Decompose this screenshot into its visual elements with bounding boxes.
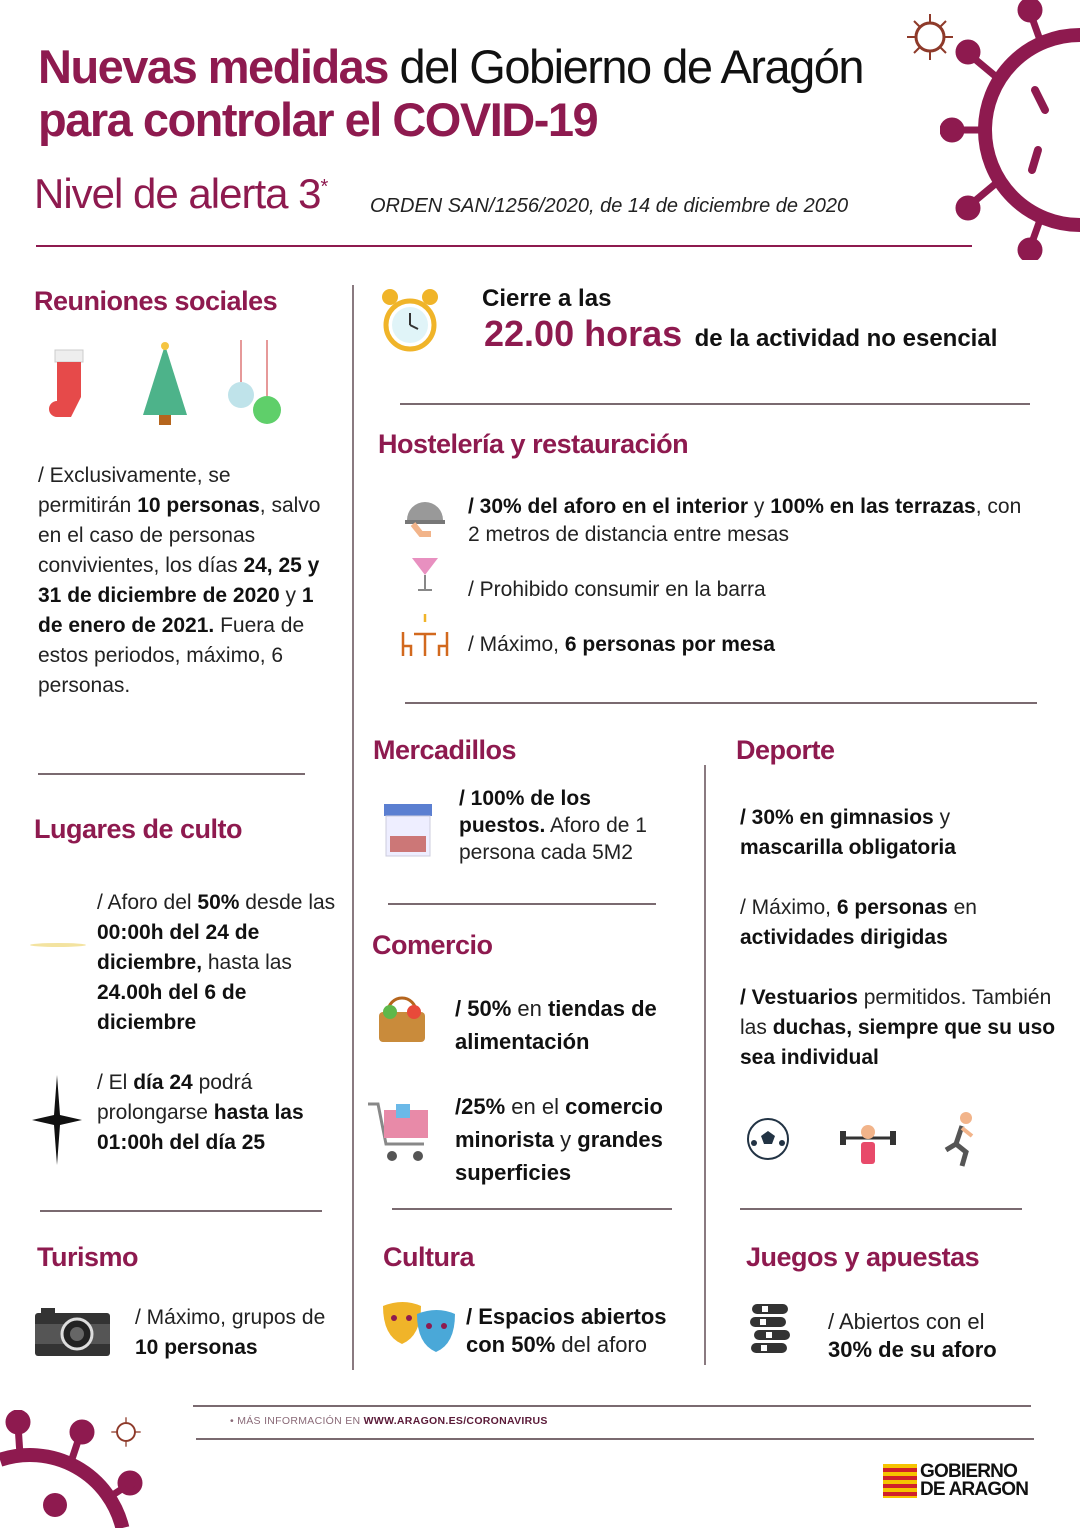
section-title-mercadillos: Mercadillos xyxy=(373,735,517,765)
grocery-basket-icon xyxy=(376,990,428,1046)
text-segment: / Espacios abiertos con 50% xyxy=(466,1304,667,1357)
text-segment: / Vestuarios xyxy=(740,986,858,1009)
closing-line1: Cierre a las xyxy=(482,285,612,312)
text-segment: y xyxy=(748,495,771,518)
text-segment: podrá prolongarse xyxy=(97,1071,253,1124)
text-segment: hasta las xyxy=(202,951,292,974)
text-segment: / 30% del aforo en el interior xyxy=(468,495,749,518)
text-segment: Fuera de estos periodos, máximo, 6 personas. xyxy=(38,614,305,697)
column-divider xyxy=(704,765,706,1365)
ornaments-icon xyxy=(225,340,285,428)
section-title-comercio: Comercio xyxy=(372,930,493,960)
comercio-item-2 xyxy=(455,1090,695,1189)
alarm-clock-icon xyxy=(380,285,440,357)
text-segment: comercio minorista xyxy=(455,1094,663,1152)
text-segment: , con 2 metros de distancia entre mesas xyxy=(468,495,1022,546)
deporte-item-3 xyxy=(740,983,1060,1073)
divider xyxy=(740,1208,1022,1210)
alert-level xyxy=(34,170,327,218)
text-segment: mascarilla obligatoria xyxy=(740,836,956,859)
hosteleria-item-2 xyxy=(468,575,1028,605)
juegos-text xyxy=(828,1308,1028,1364)
text-segment: actividades dirigidas xyxy=(740,926,948,949)
text-segment: 6 personas por mesa xyxy=(564,633,775,656)
text-segment: y xyxy=(279,584,302,607)
text-segment: , salvo en el caso de personas convivientes, los días xyxy=(38,494,321,577)
christmas-stocking-icon xyxy=(45,345,95,425)
divider xyxy=(392,1208,672,1210)
text-segment: / Máximo, xyxy=(468,633,565,656)
text-segment: / Exclusivamente, se permitirán xyxy=(38,464,231,517)
text-segment: en xyxy=(511,996,548,1021)
text-segment: 1 de enero de 2021. xyxy=(38,584,314,637)
section-title-culto: Lugares de culto xyxy=(34,814,243,844)
theater-masks-icon xyxy=(381,1300,457,1355)
text-segment: / 50% xyxy=(455,996,512,1021)
column-divider xyxy=(352,285,354,1370)
order-reference: ORDEN SAN/1256/2020, de 14 de diciembre de 2020 xyxy=(370,195,849,217)
text-segment: 30% de su aforo xyxy=(828,1337,997,1362)
text-segment: y xyxy=(933,806,951,829)
star-icon xyxy=(32,1075,82,1165)
divider xyxy=(405,702,1037,704)
text-segment: 100% en las terrazas xyxy=(770,495,976,518)
runner-icon xyxy=(942,1110,978,1168)
divider xyxy=(36,245,972,247)
text-segment: 6 personas xyxy=(836,896,948,919)
closing-time: 22.00 horas xyxy=(484,313,683,354)
cocktail-icon xyxy=(410,550,440,595)
text-segment: Aforo de 1 persona cada 5M2 xyxy=(459,814,647,864)
divider xyxy=(400,403,1030,405)
deporte-item-2 xyxy=(740,893,1040,953)
section-title-reuniones: Reuniones sociales xyxy=(34,286,278,316)
logo-line2: DE ARAGON xyxy=(920,1479,1029,1500)
text-segment: del aforo xyxy=(555,1332,647,1357)
comercio-item-1 xyxy=(455,992,695,1058)
aragon-flag-icon xyxy=(883,1464,917,1498)
divider xyxy=(388,903,656,905)
mercadillos-text xyxy=(459,785,679,866)
text-segment: del Gobierno de Aragón xyxy=(387,40,863,93)
poker-chips-icon xyxy=(748,1302,792,1358)
text-segment: permitidos. También las xyxy=(740,986,1052,1039)
gobierno-aragon-logo xyxy=(883,1463,1028,1499)
more-info-prefix: • MÁS INFORMACIÓN EN xyxy=(230,1415,364,1427)
more-info-link[interactable]: WWW.ARAGON.ES/CORONAVIRUS xyxy=(363,1415,548,1427)
text-segment: desde las xyxy=(239,891,336,914)
section-title-deporte: Deporte xyxy=(736,735,835,765)
deporte-item-1 xyxy=(740,803,1040,863)
christmas-tree-icon xyxy=(135,340,195,428)
text-segment: hasta las 01:00h del día 25 xyxy=(97,1101,304,1154)
text-segment: día 24 xyxy=(133,1071,193,1094)
weightlifting-icon xyxy=(838,1118,898,1166)
text-segment: Nuevas medidas xyxy=(38,40,388,93)
divider xyxy=(196,1438,1034,1440)
section-title-hosteleria: Hostelería y restauración xyxy=(378,429,689,459)
text-segment: /25% xyxy=(455,1094,506,1119)
text-segment: 24, 25 y 31 de diciembre de 2020 xyxy=(38,554,320,607)
table-chairs-icon xyxy=(400,612,450,658)
turismo-text xyxy=(135,1303,335,1363)
text-segment: / Aforo del xyxy=(97,891,198,914)
text-segment: y xyxy=(554,1127,578,1152)
page-title xyxy=(38,40,898,146)
text-segment: en xyxy=(947,896,977,919)
candle-light-icon xyxy=(28,930,88,960)
logo-line1: GOBIERNO xyxy=(920,1461,1018,1482)
text-segment: 10 personas xyxy=(135,1336,258,1359)
food-cloche-icon xyxy=(403,492,448,537)
text-segment: para controlar el COVID-19 xyxy=(38,93,598,146)
text-segment: 00:00h del 24 de diciembre, xyxy=(97,921,260,974)
text-segment: 50% xyxy=(197,891,240,914)
text-segment: / 30% en gimnasios xyxy=(740,806,934,829)
culto-item-2 xyxy=(97,1068,337,1158)
shopping-cart-icon xyxy=(366,1100,434,1166)
reuniones-text xyxy=(38,461,328,701)
hosteleria-item-3 xyxy=(468,630,1028,660)
culto-item-1 xyxy=(97,888,347,1038)
camera-icon xyxy=(35,1308,110,1356)
closing-time-row xyxy=(484,313,997,355)
text-segment: / Prohibido consumir en la barra xyxy=(468,578,766,601)
hosteleria-item-1 xyxy=(468,493,1038,549)
divider xyxy=(38,773,305,775)
large-virus-icon xyxy=(940,0,1080,260)
text-segment: duchas, siempre que su uso sea individual xyxy=(740,1016,1056,1069)
section-title-cultura: Cultura xyxy=(383,1242,474,1272)
market-stall-icon xyxy=(382,802,434,857)
large-virus-icon xyxy=(0,1410,150,1528)
text-segment: / Máximo, xyxy=(740,896,837,919)
text-segment: 24.00h del 6 de diciembre xyxy=(97,981,247,1034)
closing-rest: de la actividad no esencial xyxy=(694,325,998,352)
cultura-text xyxy=(466,1303,696,1359)
text-segment: en el xyxy=(505,1094,566,1119)
text-segment: tiendas de alimentación xyxy=(455,996,657,1054)
alert-footnote-mark: * xyxy=(320,176,328,198)
text-segment: / 100% de los puestos. xyxy=(459,787,591,837)
section-title-juegos: Juegos y apuestas xyxy=(746,1242,980,1272)
soccer-ball-icon xyxy=(746,1117,790,1161)
text-segment: / Abiertos con el xyxy=(828,1309,985,1334)
text-segment: grandes superficies xyxy=(455,1127,663,1185)
more-info xyxy=(230,1415,548,1427)
alert-level-text: Nivel de alerta 3 xyxy=(34,170,321,217)
divider xyxy=(40,1210,322,1212)
divider xyxy=(193,1405,1031,1407)
text-segment: / Máximo, grupos de xyxy=(135,1306,326,1329)
text-segment: 10 personas xyxy=(137,494,260,517)
text-segment: / El xyxy=(97,1071,134,1094)
section-title-turismo: Turismo xyxy=(37,1242,139,1272)
